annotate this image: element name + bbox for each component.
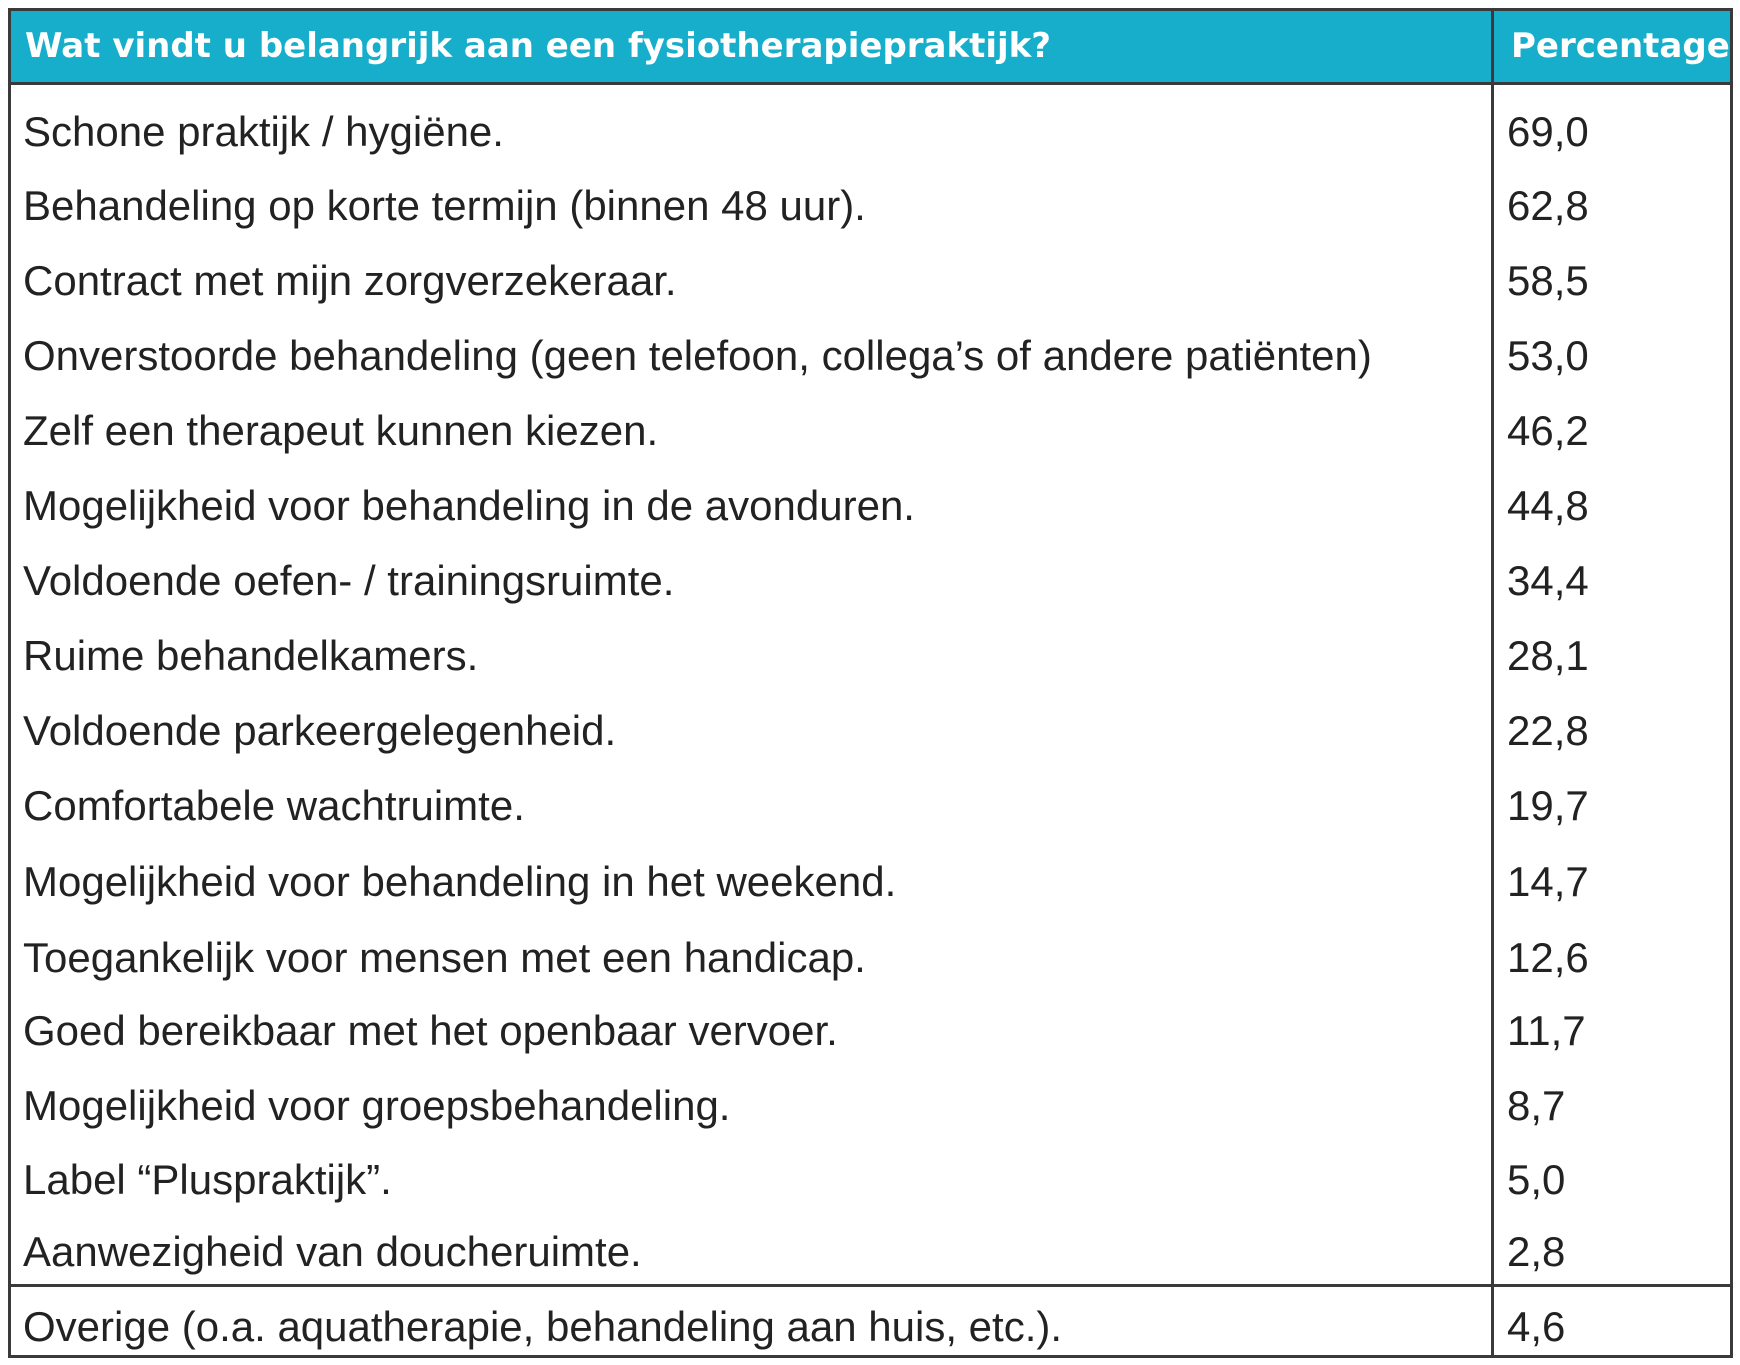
row-label: Schone praktijk / hygiëne. (23, 108, 504, 155)
row-label: Zelf een therapeut kunnen kiezen. (23, 407, 659, 454)
row-label: Behandeling op korte termijn (binnen 48 uur). (23, 182, 866, 229)
table-row (11, 95, 1730, 169)
row-value: 46,2 (1507, 407, 1589, 454)
table-row (11, 994, 1730, 1068)
row-value: 34,4 (1507, 557, 1589, 604)
row-label: Onverstoorde behandeling (geen telefoon, collega’s of andere patiënten) (23, 332, 1372, 379)
row-label: Voldoende oefen- / trainingsruimte. (23, 557, 675, 604)
table-header (11, 11, 1730, 85)
row-label: Voldoende parkeergelegenheid. (23, 707, 617, 754)
table-row (11, 244, 1730, 318)
row-value: 8,7 (1507, 1082, 1566, 1129)
row-label: Ruime behandelkamers. (23, 632, 479, 679)
table-row (11, 619, 1730, 693)
table-row (11, 394, 1730, 468)
row-label: Mogelijkheid voor behandeling in de avonduren. (23, 482, 915, 529)
table-row (11, 319, 1730, 393)
table-row (11, 769, 1730, 843)
table-row (11, 1069, 1730, 1143)
row-label: Mogelijkheid voor behandeling in het weekend. (23, 858, 897, 905)
row-value: 5,0 (1507, 1156, 1566, 1203)
row-label: Comfortabele wachtruimte. (23, 782, 525, 829)
row-value: 69,0 (1507, 108, 1589, 155)
header-question: Wat vindt u belangrijk aan een fysiotherapiepraktijk? (25, 26, 1052, 66)
row-value: 44,8 (1507, 482, 1589, 529)
row-label: Label “Pluspraktijk”. (23, 1156, 392, 1203)
table-row (11, 544, 1730, 618)
row-label: Toegankelijk voor mensen met een handicap. (23, 934, 866, 981)
row-value: 14,7 (1507, 858, 1589, 905)
table-row (11, 694, 1730, 768)
row-value: 53,0 (1507, 332, 1589, 379)
table-row (11, 469, 1730, 543)
footer-row-value: 4,6 (1507, 1303, 1566, 1350)
footer-row (11, 1290, 1730, 1364)
table-row (11, 1215, 1730, 1289)
row-value: 58,5 (1507, 257, 1589, 304)
header-percentage: Percentage (1511, 26, 1730, 66)
row-value: 2,8 (1507, 1228, 1566, 1275)
table-row (11, 845, 1730, 919)
row-value: 19,7 (1507, 782, 1589, 829)
table-row (11, 921, 1730, 995)
survey-table (8, 8, 1733, 1358)
row-label: Mogelijkheid voor groepsbehandeling. (23, 1082, 731, 1129)
row-value: 28,1 (1507, 632, 1589, 679)
footer-row-label: Overige (o.a. aquatherapie, behandeling aan huis, etc.). (23, 1303, 1063, 1350)
row-value: 11,7 (1507, 1007, 1586, 1054)
row-value: 22,8 (1507, 707, 1589, 754)
row-label: Contract met mijn zorgverzekeraar. (23, 257, 677, 304)
row-value: 62,8 (1507, 182, 1589, 229)
table-row (11, 169, 1730, 243)
row-label: Goed bereikbaar met het openbaar vervoer. (23, 1007, 838, 1054)
row-value: 12,6 (1507, 934, 1589, 981)
table-row (11, 1143, 1730, 1217)
row-label: Aanwezigheid van doucheruimte. (23, 1228, 642, 1275)
